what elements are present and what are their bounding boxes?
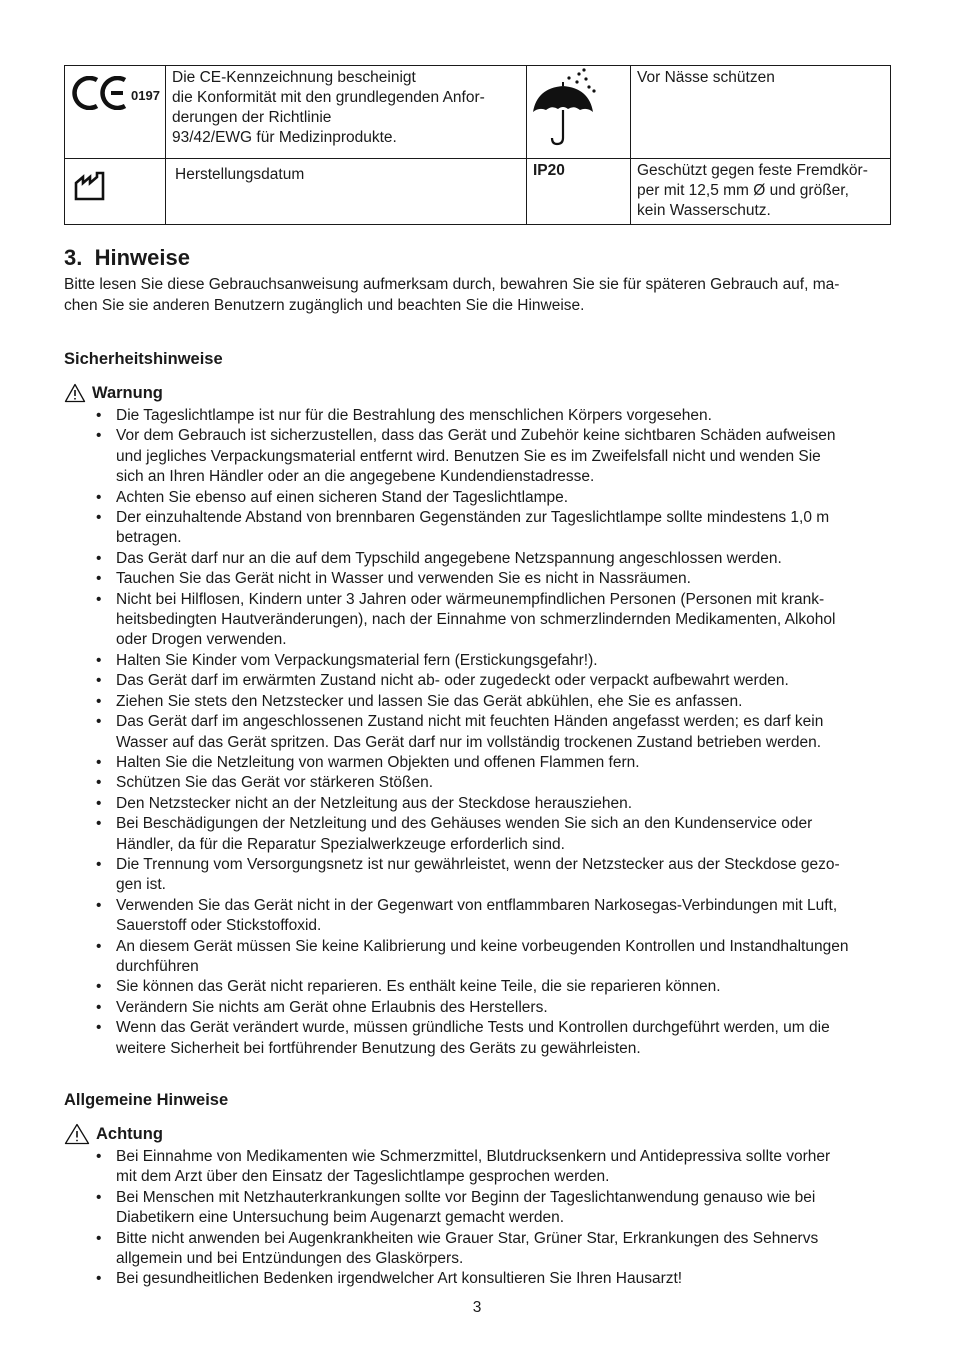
ce-number: 0197 bbox=[131, 88, 160, 103]
manufacture-symbol-cell bbox=[65, 159, 166, 225]
manufacture-date-text: Herstellungsdatum bbox=[175, 166, 305, 183]
warning-label: Warnung bbox=[92, 384, 163, 402]
general-heading: Allgemeine Hinweise bbox=[64, 1091, 229, 1109]
list-item: • Halten Sie Kinder vom Verpackungsmaterial fern (Erstickungsgefahr!). bbox=[64, 651, 890, 671]
ce-mark-icon bbox=[65, 66, 165, 110]
caution-heading bbox=[64, 1123, 890, 1145]
list-item: • Halten Sie die Netzleitung von warmen Objekten und offenen Flammen fern. bbox=[64, 753, 890, 773]
general-list bbox=[64, 1147, 890, 1290]
list-item: • Die Trennung vom Versorgungsnetz ist nur gewährleistet, wenn der Netzstecker aus der Steckdose gezo- gen ist. bbox=[64, 855, 890, 896]
ip-code: IP20 bbox=[533, 162, 565, 179]
safety-heading: Sicherheitshinweise bbox=[64, 350, 223, 368]
ce-icon bbox=[71, 76, 129, 110]
ip-description bbox=[631, 159, 891, 225]
umbrella-symbol-cell bbox=[527, 66, 631, 159]
ip-code-cell bbox=[527, 159, 631, 225]
list-item: • Wenn das Gerät verändert wurde, müssen gründliche Tests und Kontrollen durchgeführt werden, um die weitere Sicherheit bei fortführender Benutzung des Geräts zu gewährleisten. bbox=[64, 1018, 890, 1059]
list-item: • Nicht bei Hilflosen, Kindern unter 3 Jahren oder wärmeunempfindlichen Personen (Personen mit krank- heitsbedingten Hautveränderungen), nach der Einnahme von schmerzlindernden Medikamenten, Alkohol oder Drogen verwenden. bbox=[64, 590, 890, 651]
list-item: • Vor dem Gebrauch ist sicherzustellen, dass das Gerät und Zubehör keine sichtbaren Schäden aufweisen und jegliches Verpackungsmaterial entfernt wird. Benutzen Sie es im Zweifelsfall nicht und wenden Sie sich an Ihren Händler oder an die angegebene Kundendienstadresse. bbox=[64, 426, 890, 487]
manufacture-date-cell bbox=[166, 159, 527, 225]
umbrella-icon bbox=[527, 66, 631, 152]
ip-description-text: Geschützt gegen feste Fremdkör- per mit 12,5 mm Ø und größer, kein Wasserschutz. bbox=[637, 162, 868, 219]
list-item: • Bei Menschen mit Netzhauterkrankungen sollte vor Beginn der Tageslichtanwendung genauso wie bei Diabetikern eine Untersuchung beim Augenarzt gemacht werden. bbox=[64, 1188, 890, 1229]
ce-description bbox=[166, 66, 527, 159]
list-item: • Ziehen Sie stets den Netzstecker und lassen Sie das Gerät abkühlen, ehe Sie es anfassen. bbox=[64, 692, 890, 712]
list-item: • Bei Beschädigungen der Netzleitung und des Gehäuses wenden Sie sich an den Kundenservice oder Händler, da für die Reparatur Spezialwerkzeuge erforderlich sind. bbox=[64, 814, 890, 855]
list-item: • Verändern Sie nichts am Gerät ohne Erlaubnis des Herstellers. bbox=[64, 998, 890, 1018]
list-item: • Die Tageslichtlampe ist nur für die Bestrahlung des menschlichen Körpers vorgesehen. bbox=[64, 406, 890, 426]
list-item: • Bei Einnahme von Medikamenten wie Schmerzmittel, Blutdrucksenkern und Antidepressiva sollte vorher mit dem Arzt über den Einsatz der Tageslichtlampe gesprochen werden. bbox=[64, 1147, 890, 1188]
list-item: • Schützen Sie das Gerät vor stärkeren Stößen. bbox=[64, 773, 890, 793]
list-item: • Das Gerät darf nur an die auf dem Typschild angegebene Netzspannung angeschlossen werden. bbox=[64, 549, 890, 569]
list-item: • Der einzuhaltende Abstand von brennbaren Gegenständen zur Tageslichtlampe sollte mindestens 1,0 m betragen. bbox=[64, 508, 890, 549]
page-number: 3 bbox=[472, 1299, 482, 1316]
moisture-description bbox=[631, 66, 891, 159]
factory-icon bbox=[73, 169, 133, 209]
list-item: • Achten Sie ebenso auf einen sicheren Stand der Tageslichtlampe. bbox=[64, 488, 890, 508]
list-item: • Den Netzstecker nicht an der Netzleitung aus der Steckdose herausziehen. bbox=[64, 794, 890, 814]
list-item: • Das Gerät darf im erwärmten Zustand nicht ab- oder zugedeckt oder verpackt aufbewahrt werden. bbox=[64, 671, 890, 691]
list-item: • Das Gerät darf im angeschlossenen Zustand nicht mit feuchten Händen angefasst werden; es darf kein Wasser auf das Gerät spritzen. Das Gerät darf nur im vollständig trockenen Zustand betrieben werden. bbox=[64, 712, 890, 753]
warning-heading bbox=[64, 382, 890, 404]
list-item: • An diesem Gerät müssen Sie keine Kalibrierung und keine vorbeugenden Kontrollen und Instandhaltungen durchführen bbox=[64, 937, 890, 978]
ce-symbol-cell bbox=[65, 66, 166, 159]
list-item: • Verwenden Sie das Gerät nicht in der Gegenwart von entflammbaren Narkosegas-Verbindungen mit Luft, Sauerstoff oder Stickstoffoxid. bbox=[64, 896, 890, 937]
safety-list bbox=[64, 406, 890, 1059]
symbols-row-ce bbox=[65, 66, 891, 159]
caution-label: Achtung bbox=[96, 1125, 163, 1143]
list-item: • Tauchen Sie das Gerät nicht in Wasser und verwenden Sie es nicht in Nassräumen. bbox=[64, 569, 890, 589]
caution-triangle-icon bbox=[64, 1123, 90, 1145]
warning-triangle-icon bbox=[64, 383, 86, 403]
symbols-table bbox=[64, 65, 891, 225]
ce-description-text: Die CE-Kennzeichnung bescheinigt die Konformität mit den grundlegenden Anfor- derungen der Richtlinie 93/42/EWG für Medizinprodukte. bbox=[172, 69, 485, 146]
section-title: 3. Hinweise bbox=[64, 245, 190, 270]
document-page bbox=[64, 65, 890, 1290]
list-item: • Bitte nicht anwenden bei Augenkrankheiten wie Grauer Star, Grüner Star, Erkrankungen des Sehnervs allgemein und bei Entzündungen des Glaskörpers. bbox=[64, 1229, 890, 1270]
symbols-row-date bbox=[65, 159, 891, 225]
list-item: • Bei gesundheitlichen Bedenken irgendwelcher Art konsultieren Sie Ihren Hausarzt! bbox=[64, 1269, 890, 1289]
moisture-text: Vor Nässe schützen bbox=[637, 69, 775, 86]
list-item: • Sie können das Gerät nicht reparieren. Es enthält keine Teile, die sie reparieren können. bbox=[64, 977, 890, 997]
section-intro: Bitte lesen Sie diese Gebrauchsanweisung aufmerksam durch, bewahren Sie sie für späteren Gebrauch auf, ma- chen Sie sie anderen Benutzern zugänglich und beachten Sie die Hinweise. bbox=[64, 276, 840, 314]
